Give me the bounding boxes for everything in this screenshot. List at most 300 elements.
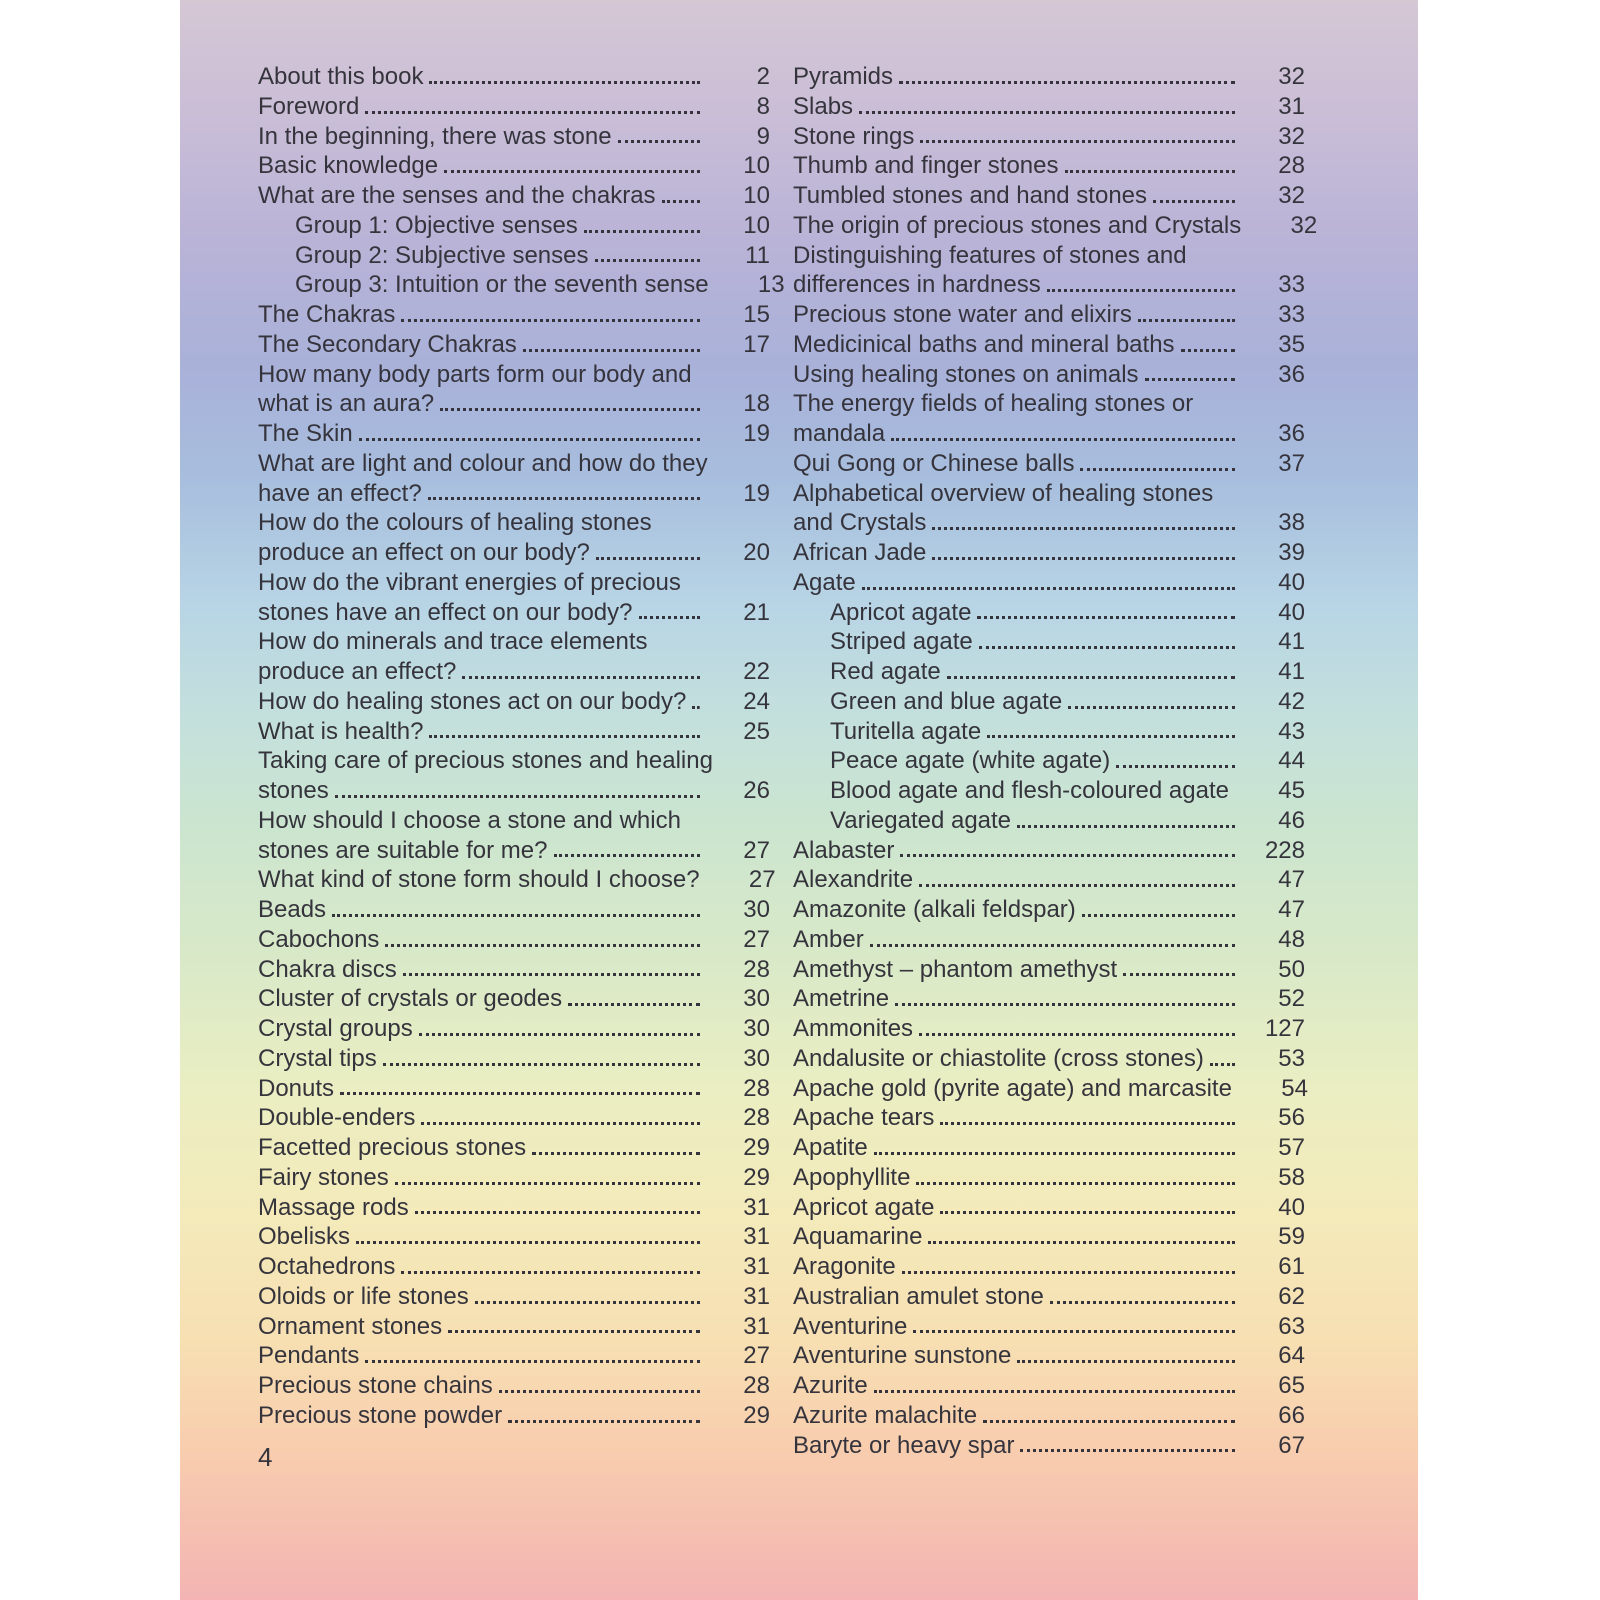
toc-entry-page-number: 33 [1278,271,1305,299]
toc-entry-label: Thumb and finger stones [793,152,1059,180]
leader-dots [499,1390,700,1393]
leader-dots [920,140,1235,143]
leader-dots [1181,349,1235,352]
toc-entry-page-number: 28 [1278,152,1305,180]
toc-entry-page-number: 29 [743,1163,770,1191]
toc-entry-label: produce an effect? [258,658,457,685]
toc-entry [258,181,770,211]
toc-entry-label: How should I choose a stone and which [258,806,681,834]
toc-entry [258,687,770,717]
footer-page-number: 4 [258,1442,273,1472]
toc-entry [258,1252,770,1282]
toc-entry-page-number: 19 [743,420,770,447]
toc-entry-label: Andalusite or chiastolite (cross stones) [793,1044,1204,1072]
toc-entry-page-number: 42 [1278,687,1305,715]
leader-dots [983,1420,1235,1423]
toc-entry [258,895,770,925]
toc-entry-label: Facetted precious stones [258,1134,527,1161]
toc-entry-label: Pyramids [793,63,894,90]
leader-dots [383,1063,700,1066]
toc-entry-label: Fairy stones [258,1163,389,1191]
toc-entry-page-number: 47 [1278,866,1305,894]
toc-entry [258,984,770,1014]
toc-entry-label: Precious stone chains [258,1372,493,1399]
toc-entry-label: Pendants [258,1342,360,1370]
toc-entry-page-number: 127 [1264,1015,1305,1042]
toc-entry [258,62,770,92]
toc-entry-label: What are light and colour and how do they [258,449,708,477]
toc-entry [258,717,770,747]
toc-entry-page-number: 13 [757,271,785,299]
toc-entry [793,955,1305,985]
toc-entry [793,1371,1305,1401]
toc-entry [258,360,770,390]
toc-entry [793,746,1305,776]
toc-entry [793,151,1305,181]
toc-entry-page-number: 25 [743,717,770,745]
toc-entry-page-number: 46 [1278,806,1305,834]
toc-entry-page-number: 41 [1278,658,1305,685]
leader-dots [1017,1360,1235,1363]
toc-entry [258,598,770,628]
toc-entry [793,419,1305,449]
toc-entry [258,1133,770,1163]
toc-entry [793,300,1305,330]
toc-left-column [258,62,785,1431]
toc-entry-page-number: 20 [743,539,770,566]
toc-entry-label: Beads [258,896,327,923]
leader-dots [421,1122,700,1125]
leader-dots [940,1211,1235,1214]
leader-dots [900,854,1235,857]
leader-dots [429,735,700,738]
toc-entry [793,1312,1305,1342]
toc-entry-label: The origin of precious stones and Crystals [793,211,1242,239]
toc-entry-page-number: 37 [1278,449,1305,477]
toc-entry [258,1222,770,1252]
toc-entry-label: Agate [793,568,856,596]
leader-dots [618,140,700,143]
toc-entry [258,746,770,776]
toc-entry-label: What kind of stone form should I choose? [258,866,700,894]
toc-entry-label: Blood agate and flesh-coloured agate [830,777,1229,804]
toc-entry [258,1044,770,1074]
leader-dots [395,1182,700,1185]
toc-entry-label: Apache tears [793,1104,935,1132]
toc-entry [258,776,770,806]
toc-entry-page-number: 30 [743,896,770,923]
toc-entry [258,508,770,538]
toc-entry [258,538,770,568]
toc-entry-label: Stone rings [793,122,915,150]
toc-entry-page-number: 64 [1278,1342,1305,1370]
toc-entry-page-number: 27 [743,836,770,864]
toc-entry-label: How do the colours of healing stones [258,509,652,537]
toc-entry-label: Distinguishing features of stones and [793,241,1187,269]
toc-entry [258,389,770,419]
toc-entry-label: stones have an effect on our body? [258,598,633,626]
leader-dots [662,200,700,203]
toc-entry [258,925,770,955]
leader-dots [365,111,700,114]
toc-entry-label: African Jade [793,539,927,566]
toc-entry [793,1431,1305,1461]
toc-entry-page-number: 32 [1278,122,1305,150]
toc-entry [258,449,770,479]
leader-dots [932,557,1235,560]
leader-dots [1153,200,1235,203]
toc-entry-label: Massage rods [258,1193,409,1221]
leader-dots [332,914,700,917]
toc-entry [793,479,1305,509]
toc-entry-label: Oloids or life stones [258,1282,469,1310]
toc-entry [258,122,770,152]
toc-entry-page-number: 22 [743,658,770,685]
toc-entry-label: Group 2: Subjective senses [295,241,589,269]
leader-dots [385,944,700,947]
toc-entry-label: Precious stone powder [258,1401,503,1429]
toc-entry-page-number: 43 [1278,717,1305,745]
toc-entry-page-number: 40 [1278,598,1305,626]
toc-entry-page-number: 36 [1278,420,1305,447]
toc-entry-label: About this book [258,63,424,90]
leader-dots [932,527,1235,530]
toc-entry-label: Red agate [830,658,941,685]
leader-dots [403,973,700,976]
toc-entry [258,1193,770,1223]
toc-entry-page-number: 18 [743,390,770,418]
leader-dots [584,230,700,233]
toc-entry-page-number: 32 [1290,211,1318,239]
toc-entry-label: Variegated agate [830,806,1012,834]
toc-entry [793,717,1305,747]
toc-entry-page-number: 27 [748,866,776,894]
toc-entry-label: Amethyst – phantom amethyst [793,955,1118,983]
toc-entry-label: mandala [793,420,886,447]
toc-entry [793,181,1305,211]
toc-entry-page-number: 61 [1278,1253,1305,1280]
toc-entry-page-number: 27 [743,1342,770,1370]
toc-entry-page-number: 15 [743,301,770,328]
leader-dots [1210,1063,1235,1066]
toc-entry [793,865,1305,895]
leader-dots [895,1003,1235,1006]
toc-entry-label: Ornament stones [258,1312,443,1340]
leader-dots [979,646,1235,649]
leader-dots [928,1241,1235,1244]
toc-entry-page-number: 33 [1278,301,1305,328]
leader-dots [913,1330,1235,1333]
toc-entry-page-number: 10 [743,152,770,180]
toc-entry-label: stones are suitable for me? [258,836,548,864]
toc-entry [258,657,770,687]
toc-entry [258,270,785,300]
leader-dots [554,854,701,857]
toc-entry [793,1133,1305,1163]
toc-entry-page-number: 53 [1278,1044,1305,1072]
toc-entry-label: what is an aura? [258,390,435,418]
leader-dots [1123,973,1235,976]
toc-entry-label: The Skin [258,420,353,447]
leader-dots [523,349,700,352]
toc-entry-label: Qui Gong or Chinese balls [793,449,1075,477]
leader-dots [899,81,1235,84]
toc-entry [258,568,770,598]
toc-entry [258,211,770,241]
toc-entry [258,241,770,271]
leader-dots [401,1271,700,1274]
toc-entry-label: Cluster of crystals or geodes [258,985,563,1013]
toc-entry-page-number: 59 [1278,1223,1305,1251]
toc-entry-label: Aventurine [793,1312,908,1340]
toc-entry [793,1252,1305,1282]
toc-entry-label: Apache gold (pyrite agate) and marcasite [793,1074,1232,1102]
leader-dots [428,497,700,500]
toc-entry-page-number: 28 [743,1074,770,1102]
toc-entry [793,62,1305,92]
toc-entry-page-number: 32 [1278,63,1305,90]
leader-dots [1065,170,1236,173]
leader-dots [859,111,1235,114]
leader-dots [429,81,700,84]
toc-entry [793,122,1305,152]
toc-entry-label: Apricot agate [793,1193,935,1221]
toc-entry [793,776,1305,806]
toc-entry-label: Alabaster [793,836,895,864]
toc-entry [793,568,1305,598]
toc-entry [793,925,1305,955]
toc-entry [258,865,776,895]
toc-entry-page-number: 38 [1278,509,1305,537]
leader-dots [1020,1449,1235,1452]
leader-dots [1145,378,1235,381]
toc-entry-label: Foreword [258,92,360,120]
leader-dots [1080,468,1235,471]
leader-dots [977,616,1235,619]
toc-entry-label: stones [258,777,329,804]
toc-entry-page-number: 36 [1278,360,1305,388]
toc-entry-label: Group 1: Objective senses [295,211,578,239]
toc-entry [258,151,770,181]
toc-entry-label: Using healing stones on animals [793,360,1139,388]
toc-entry-page-number: 29 [743,1401,770,1429]
leader-dots [532,1152,700,1155]
toc-entry-page-number: 65 [1278,1372,1305,1399]
toc-entry-label: Obelisks [258,1223,351,1251]
toc-entry [258,330,770,360]
toc-entry-label: Aventurine sunstone [793,1342,1012,1370]
toc-entry-page-number: 62 [1278,1282,1305,1310]
toc-entry-page-number: 8 [756,92,770,120]
leader-dots [359,438,700,441]
toc-entry-page-number: 31 [743,1253,770,1280]
leader-dots [596,557,700,560]
toc-entry-page-number: 45 [1278,777,1305,804]
leader-dots [919,1033,1235,1036]
book-page [180,0,1418,1600]
toc-entry-page-number: 30 [743,1015,770,1042]
toc-entry-label: How do minerals and trace elements [258,628,648,656]
toc-entry [258,1163,770,1193]
toc-entry-label: Tumbled stones and hand stones [793,182,1148,209]
toc-entry [793,806,1305,836]
toc-entry [793,449,1305,479]
toc-entry-label: Alexandrite [793,866,914,894]
toc-entry-page-number: 35 [1278,330,1305,358]
toc-entry-page-number: 39 [1278,539,1305,566]
toc-entry-page-number: 228 [1264,836,1305,864]
toc-entry [793,211,1318,241]
toc-entry-label: Apophyllite [793,1163,911,1191]
toc-entry-label: Donuts [258,1074,335,1102]
toc-entry [258,1014,770,1044]
leader-dots [1138,319,1235,322]
leader-dots [1068,706,1235,709]
leader-dots [340,1092,700,1095]
toc-entry [793,1401,1305,1431]
toc-entry [793,330,1305,360]
toc-entry [258,479,770,509]
toc-entry [793,1014,1305,1044]
toc-entry [258,836,770,866]
leader-dots [639,616,701,619]
toc-entry-page-number: 31 [743,1312,770,1340]
toc-entry-label: and Crystals [793,509,927,537]
toc-entry [793,836,1305,866]
toc-entry [793,538,1305,568]
toc-entry [793,360,1305,390]
leader-dots [902,1271,1235,1274]
toc-entry [793,241,1305,271]
leader-dots [874,1390,1235,1393]
leader-dots [335,795,700,798]
toc-entry-label: What is health? [258,717,424,745]
toc-entry-page-number: 17 [743,330,770,358]
toc-entry [793,687,1305,717]
leader-dots [475,1301,700,1304]
toc-entry-label: Turitella agate [830,717,982,745]
toc-entry [793,1074,1308,1104]
toc-entry-page-number: 29 [743,1134,770,1161]
toc-entry [793,598,1305,628]
leader-dots [987,735,1235,738]
toc-entry-page-number: 66 [1278,1401,1305,1429]
toc-entry [258,1341,770,1371]
toc-entry-page-number: 44 [1278,747,1305,775]
toc-entry [258,1074,770,1104]
leader-dots [940,1122,1235,1125]
leader-dots [444,170,700,173]
leader-dots [419,1033,700,1036]
toc-entry-page-number: 28 [743,1372,770,1399]
leader-dots [874,1152,1235,1155]
leader-dots [870,944,1235,947]
toc-entry-page-number: 21 [743,598,770,626]
toc-entry [793,270,1305,300]
toc-entry-page-number: 10 [743,182,770,209]
toc-entry [258,1312,770,1342]
toc-entry-label: How do healing stones act on our body? [258,687,687,715]
toc-entry-label: Amber [793,925,864,953]
toc-entry [258,806,770,836]
leader-dots [862,587,1235,590]
leader-dots [692,706,700,709]
toc-entry-page-number: 10 [743,211,770,239]
toc-entry [793,1193,1305,1223]
toc-entry-page-number: 32 [1278,182,1305,209]
toc-entry-label: Apatite [793,1134,868,1161]
toc-entry-page-number: 31 [743,1282,770,1310]
toc-entry-label: Amazonite (alkali feldspar) [793,896,1076,923]
toc-entry-label: Alphabetical overview of healing stones [793,479,1214,507]
toc-entry-label: produce an effect on our body? [258,539,590,566]
toc-entry [258,627,770,657]
toc-entry-page-number: 41 [1278,628,1305,656]
toc-entry-label: The energy fields of healing stones or [793,390,1194,418]
leader-dots [891,438,1235,441]
toc-entry-label: How do the vibrant energies of precious [258,568,681,596]
toc-entry-label: Australian amulet stone [793,1282,1044,1310]
toc-entry [258,1371,770,1401]
toc-entry [258,419,770,449]
toc-entry-page-number: 58 [1278,1163,1305,1191]
toc-entry [793,657,1305,687]
toc-entry-label: The Secondary Chakras [258,330,517,358]
toc-entry-label: Crystal groups [258,1015,413,1042]
toc-entry-label: Cabochons [258,925,380,953]
toc-entry-label: Baryte or heavy spar [793,1431,1015,1459]
leader-dots [1017,825,1235,828]
toc-entry-label: Group 3: Intuition or the seventh sense [295,271,709,299]
toc-entry-page-number: 57 [1278,1134,1305,1161]
toc-entry-page-number: 54 [1281,1074,1308,1102]
leader-dots [365,1360,700,1363]
leader-dots [508,1420,700,1423]
toc-entry-label: Apricot agate [830,598,972,626]
toc-entry [793,1163,1305,1193]
toc-entry-label: Crystal tips [258,1044,377,1072]
toc-entry-label: Precious stone water and elixirs [793,301,1132,328]
toc-entry [793,1282,1305,1312]
toc-entry-label: Aragonite [793,1253,896,1280]
toc-entry [793,1044,1305,1074]
toc-entry-label: Medicinical baths and mineral baths [793,330,1175,358]
toc-entry-page-number: 30 [743,1044,770,1072]
toc-entry-label: Ametrine [793,985,890,1013]
toc-entry [793,1103,1305,1133]
toc-entry-page-number: 2 [756,63,770,90]
leader-dots [401,319,700,322]
leader-dots [462,676,700,679]
toc-entry [793,389,1305,419]
toc-entry-label: How many body parts form our body and [258,360,692,388]
toc-entry-label: Aquamarine [793,1223,923,1251]
toc-entry-label: Double-enders [258,1104,416,1132]
leader-dots [1082,914,1235,917]
toc-entry-page-number: 26 [743,777,770,804]
toc-entry-page-number: 56 [1278,1104,1305,1132]
toc-entry-label: differences in hardness [793,271,1041,299]
toc-entry [258,1282,770,1312]
toc-entry [258,955,770,985]
toc-entry-label: Taking care of precious stones and healing [258,747,713,775]
toc-entry-label: Slabs [793,92,854,120]
toc-entry-page-number: 24 [743,687,770,715]
toc-entry [793,627,1305,657]
toc-entry [793,895,1305,925]
toc-entry-page-number: 19 [743,479,770,507]
leader-dots [919,884,1235,887]
